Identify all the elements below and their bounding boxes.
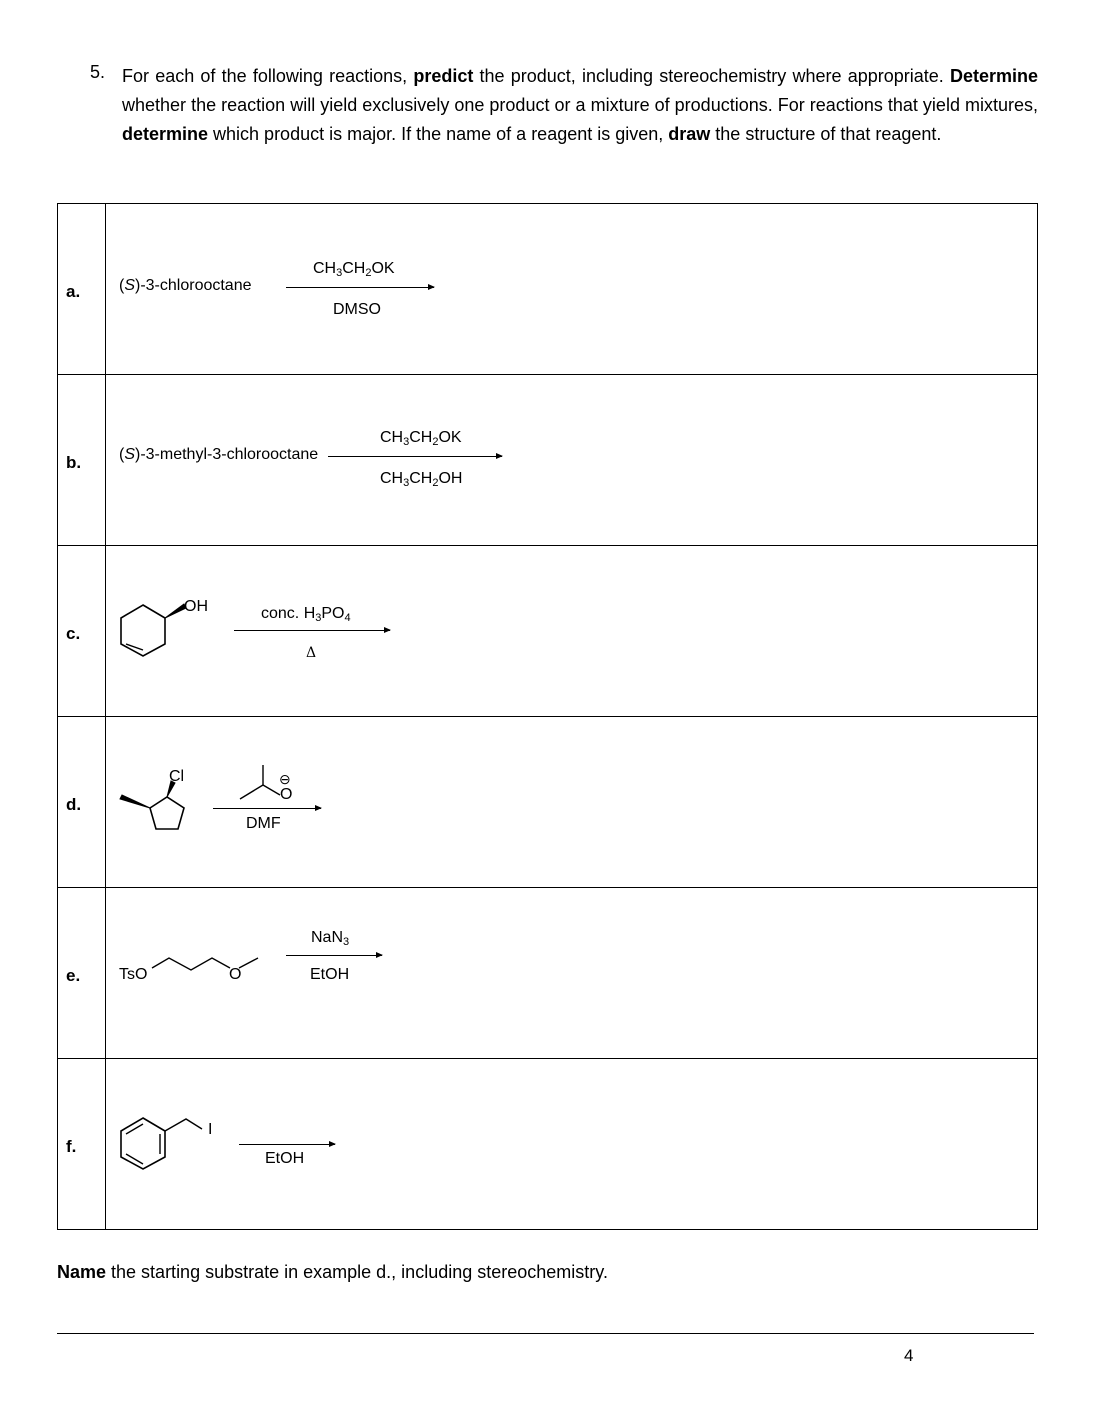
reaction-row-d <box>58 717 1038 888</box>
benzyl-iodide-structure <box>106 1059 236 1229</box>
ether-oxygen-label: O <box>229 966 242 983</box>
reaction-row-a <box>58 204 1038 375</box>
row-label: c. <box>66 624 81 643</box>
reaction-arrow <box>286 287 434 288</box>
answer-area[interactable] <box>106 546 1038 717</box>
reaction-arrow <box>213 808 321 809</box>
page-number: 4 <box>904 1346 914 1365</box>
reagent-top: $CH_3CH_2OK$ <box>313 260 395 279</box>
reaction-row-f <box>58 1059 1038 1230</box>
reagent-bottom: EtOH <box>265 1150 305 1167</box>
reagent-top: NaN$_3$ <box>311 929 350 948</box>
reaction-arrow <box>328 456 502 457</box>
substrate-name: (S)-3-methyl-3-chlorooctane <box>119 446 319 463</box>
reaction-arrow <box>286 955 382 956</box>
reaction-row-b <box>58 375 1038 546</box>
tosylate-label: TsO <box>119 966 148 983</box>
answer-area[interactable] <box>106 1059 1038 1230</box>
question-text: For each of the following reactions, predict the product, including stereochemistry where appropriate. Determine whether the reaction will yield exclusively one product or a mixture of productions. For reactions that yield mixtures, determine which product is major. If the name of a reagent is given, draw the structure of that reagent. <box>122 66 1038 144</box>
row-label: e. <box>66 966 81 985</box>
reagent-bottom: EtOH <box>310 966 350 983</box>
answer-area[interactable] <box>106 204 1038 375</box>
heat-symbol: Δ <box>306 645 317 661</box>
row-label: d. <box>66 795 82 814</box>
name-question: Name the starting substrate in example d., including stereochemistry. <box>57 1262 608 1282</box>
answer-area[interactable] <box>106 888 1038 1059</box>
oxygen-label: O <box>280 786 293 803</box>
isopropoxide-structure <box>106 717 326 887</box>
answer-area[interactable] <box>106 717 1038 888</box>
reagent-top: conc. $H_3PO_4$ <box>261 605 351 624</box>
row-label: a. <box>66 282 81 301</box>
row-label: b. <box>66 453 82 472</box>
cyclohexenol-structure <box>106 546 246 716</box>
reagent-top: $CH_3CH_2OK$ <box>380 429 462 448</box>
answer-area[interactable] <box>106 375 1038 546</box>
ether-chain-structure <box>106 888 276 1058</box>
iodine-label: I <box>208 1121 213 1138</box>
chlorine-label: Cl <box>169 768 185 785</box>
reaction-row-c <box>58 546 1038 717</box>
substrate-name: (S)-3-chlorooctane <box>119 277 252 294</box>
reagent-bottom: $CH_3CH_2OH$ <box>380 470 463 489</box>
row-label: f. <box>66 1137 77 1156</box>
reactions-table <box>57 203 1038 1230</box>
answer-line[interactable] <box>57 1333 1034 1334</box>
hydroxyl-label: OH <box>184 598 208 615</box>
negative-charge-icon: ⊖ <box>279 771 291 787</box>
reagent-bottom: DMSO <box>333 301 381 318</box>
reaction-arrow <box>239 1144 335 1145</box>
reaction-row-e <box>58 888 1038 1059</box>
reaction-arrow <box>234 630 390 631</box>
question-number: 5. <box>90 62 106 82</box>
reagent-bottom: DMF <box>246 815 281 832</box>
